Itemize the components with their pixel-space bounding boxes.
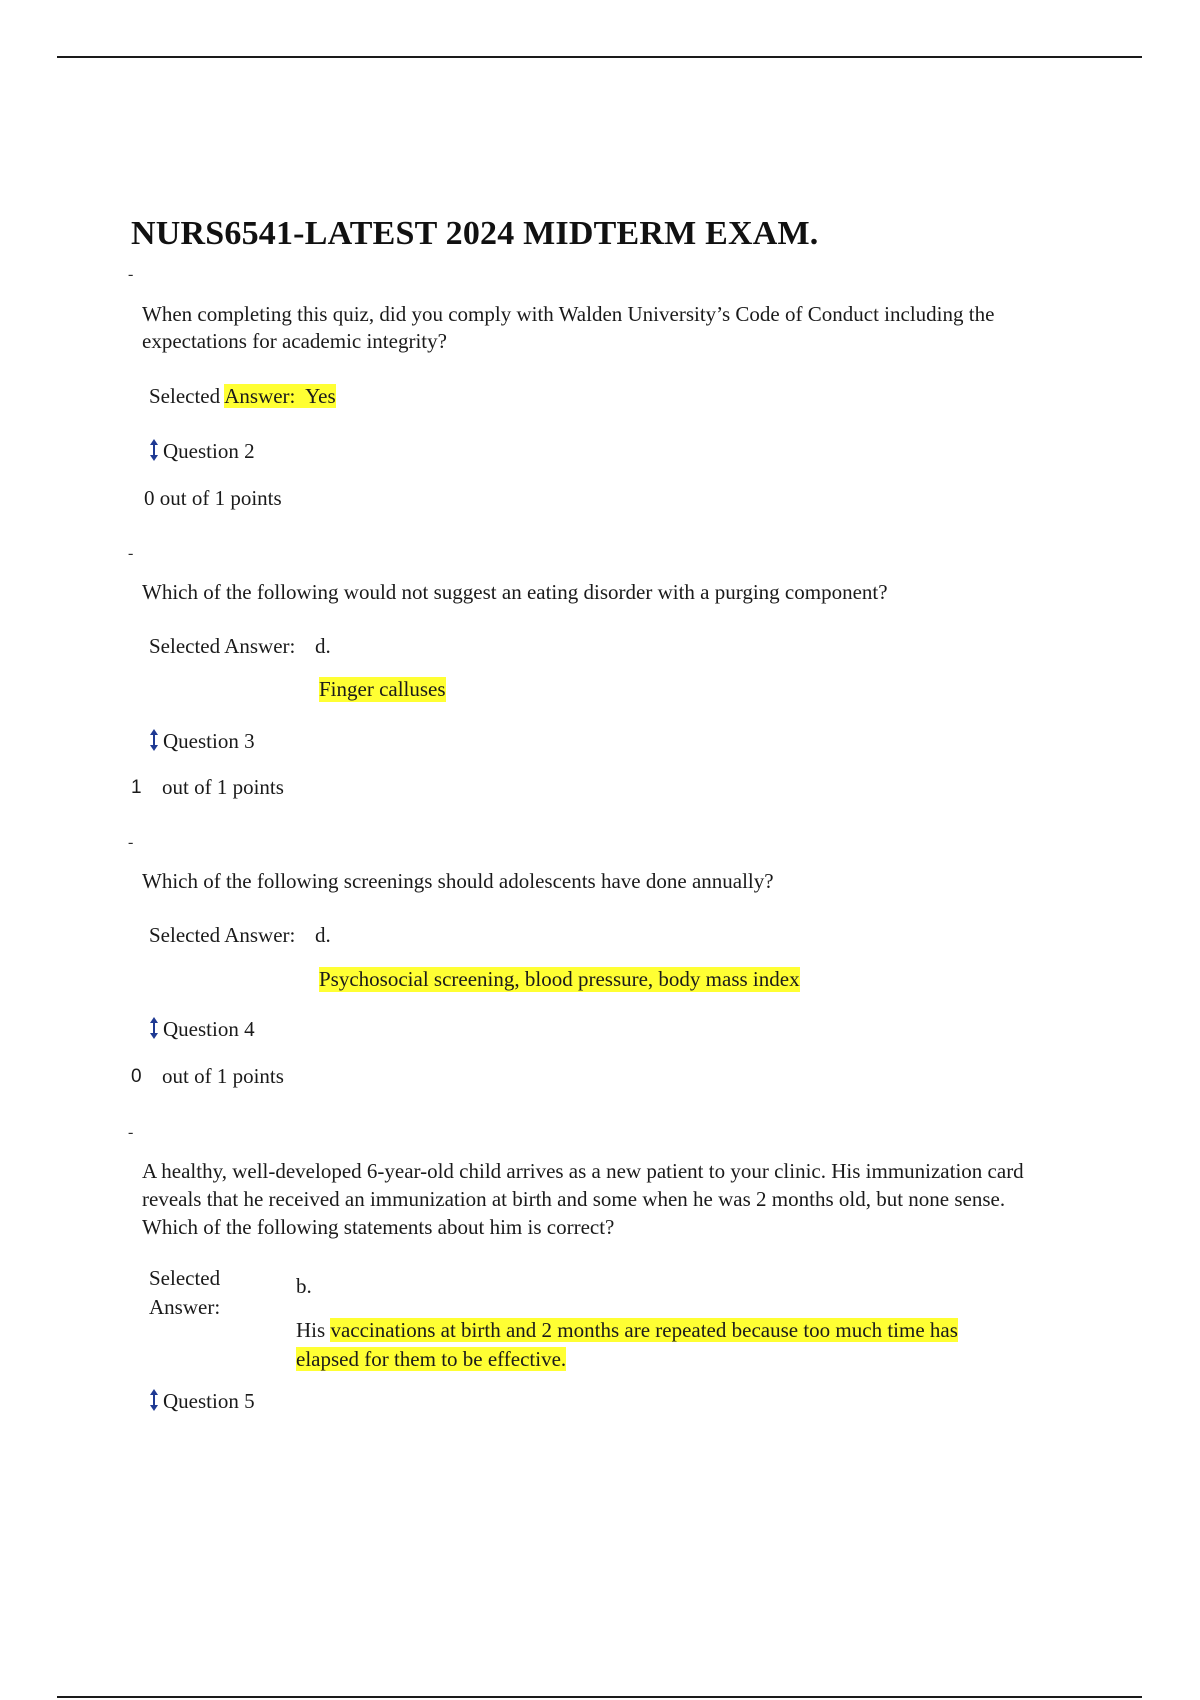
question-label: Question 4 <box>163 1017 255 1041</box>
answer-text-4 <box>296 1316 1016 1374</box>
answer-highlight: vaccinations at birth and 2 months are repeated because too much time has elapsed for them to be effective. <box>296 1318 958 1371</box>
selected-label-4b: Answer: <box>149 1295 221 1319</box>
answer-letter-4: b. <box>296 1274 312 1298</box>
page-title: NURS6541-LATEST 2024 MIDTERM EXAM. <box>131 215 819 252</box>
answer-letter-2: d. <box>315 634 331 658</box>
selected-label: Selected <box>149 384 225 408</box>
points-2: 0 out of 1 points <box>144 486 282 510</box>
reorder-arrow-icon <box>149 1389 159 1411</box>
question-header-4[interactable] <box>149 1017 255 1042</box>
top-rule <box>57 56 1142 58</box>
section-dash: - <box>128 834 134 851</box>
question-header-5[interactable] <box>149 1389 255 1414</box>
question-label: Question 3 <box>163 729 255 753</box>
score-4: 0 <box>131 1066 142 1087</box>
question-label: Question 5 <box>163 1389 255 1413</box>
selected-answer-1 <box>149 384 336 409</box>
answer-text-3: Psychosocial screening, blood pressure, body mass index <box>319 967 800 991</box>
question-label: Question 2 <box>163 439 255 463</box>
selected-label-2: Selected Answer: <box>149 634 296 658</box>
question-header-2[interactable] <box>149 439 255 464</box>
answer-text-2: Finger calluses <box>319 677 446 701</box>
selected-label-3: Selected Answer: <box>149 923 296 947</box>
section-dash: - <box>128 545 134 562</box>
reorder-arrow-icon <box>149 439 159 461</box>
selected-answer-value: Answer: Yes <box>224 384 336 408</box>
question-text-2: Which of the following would not suggest an eating disorder with a purging component? <box>142 580 888 604</box>
section-dash: - <box>128 266 134 283</box>
question-text-3: Which of the following screenings should adolescents have done annually? <box>142 869 774 893</box>
answer-letter-3: d. <box>315 923 331 947</box>
reorder-arrow-icon <box>149 729 159 751</box>
answer-prefix: His <box>296 1318 331 1342</box>
section-dash: - <box>128 1124 134 1141</box>
bottom-rule <box>57 1696 1142 1698</box>
reorder-arrow-icon <box>149 1017 159 1039</box>
question-text-1: When completing this quiz, did you comply with Walden University’s Code of Conduct including the expectations for academic integrity? <box>142 302 995 353</box>
score-3: 1 <box>131 777 142 798</box>
question-header-3[interactable] <box>149 729 255 754</box>
points-4: out of 1 points <box>162 1064 284 1088</box>
question-text-4: A healthy, well-developed 6-year-old child arrives as a new patient to your clinic. His immunization card reveals that he received an immunization at birth and some when he was 2 months old, but none sense. Which of the following statements about him is correct? <box>142 1159 1024 1239</box>
points-3: out of 1 points <box>162 775 284 799</box>
selected-label-4a: Selected <box>149 1266 221 1290</box>
